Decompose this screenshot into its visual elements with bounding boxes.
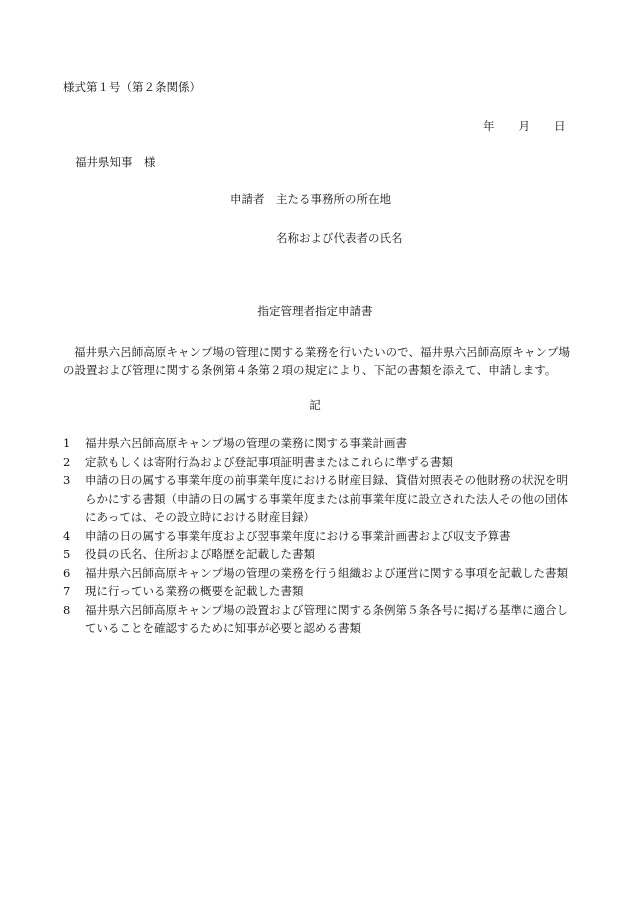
list-item-number: 8 <box>63 602 71 617</box>
list-item-text: 定款もしくは寄附行為および登記事項証明書またはこれらに準ずる書類 <box>85 454 453 469</box>
applicant-address-label: 申請者 主たる事務所の所在地 <box>230 192 391 206</box>
list-item-text: 申請の日の属する事業年度の前事業年度における財産目録、貸借対照表その他財務の状況を明らかにする書類（申請の日の属する事業年度または前事業年度に設立された法人その他の団体にあっては、その設立時における財産目録） <box>85 473 568 524</box>
applicant-name-label: 名称および代表者の氏名 <box>276 231 403 245</box>
list-item-text: 現に行っている業務の概要を記載した書類 <box>85 584 304 598</box>
list-item-text: 福井県六呂師高原キャンプ場の設置および管理に関する条例第５条各号に掲げる基準に適合していることを確認するために知事が必要と認める書類 <box>85 602 568 635</box>
list-item-number: 4 <box>63 528 71 543</box>
date-month: 月 <box>518 119 530 133</box>
list-item-number: 2 <box>63 454 71 469</box>
list-item-text: 役員の氏名、住所および略歴を記載した書類 <box>85 547 315 561</box>
list-item-number: 6 <box>63 565 71 580</box>
document-title: 指定管理者指定申請書 <box>257 304 373 318</box>
list-item <box>63 471 570 527</box>
attachment-list <box>63 434 570 638</box>
body-paragraph: 福井県六呂師高原キャンプ場の管理に関する業務を行いたいので、福井県六呂師高原キャンプ場の設置および管理に関する条例第４条第２項の規定により、下記の書類を添えて、申請します。 <box>63 345 570 377</box>
list-item <box>63 582 570 601</box>
form-number: 様式第１号（第２条関係） <box>63 80 201 94</box>
ki-heading: 記 <box>309 398 321 412</box>
date-year: 年 <box>483 119 495 133</box>
list-item-number: 5 <box>63 547 71 561</box>
list-item <box>63 545 570 564</box>
date-line <box>483 121 566 133</box>
list-item-text: 申請の日の属する事業年度および翌事業年度における事業計画書および収支予算書 <box>85 528 511 543</box>
list-item-text: 福井県六呂師高原キャンプ場の管理の業務に関する事業計画書 <box>85 436 407 450</box>
list-item-number: 7 <box>63 584 71 598</box>
date-day: 日 <box>554 119 566 133</box>
addressee: 福井県知事 様 <box>75 155 156 169</box>
list-item <box>63 527 570 546</box>
list-item <box>63 434 570 453</box>
list-item <box>63 601 570 638</box>
list-item-text: 福井県六呂師高原キャンプ場の管理の業務を行う組織および運営に関する事項を記載した書類 <box>85 565 568 580</box>
list-item-number: 3 <box>63 473 71 487</box>
list-item-number: 1 <box>63 436 71 450</box>
list-item <box>63 564 570 583</box>
list-item <box>63 453 570 472</box>
